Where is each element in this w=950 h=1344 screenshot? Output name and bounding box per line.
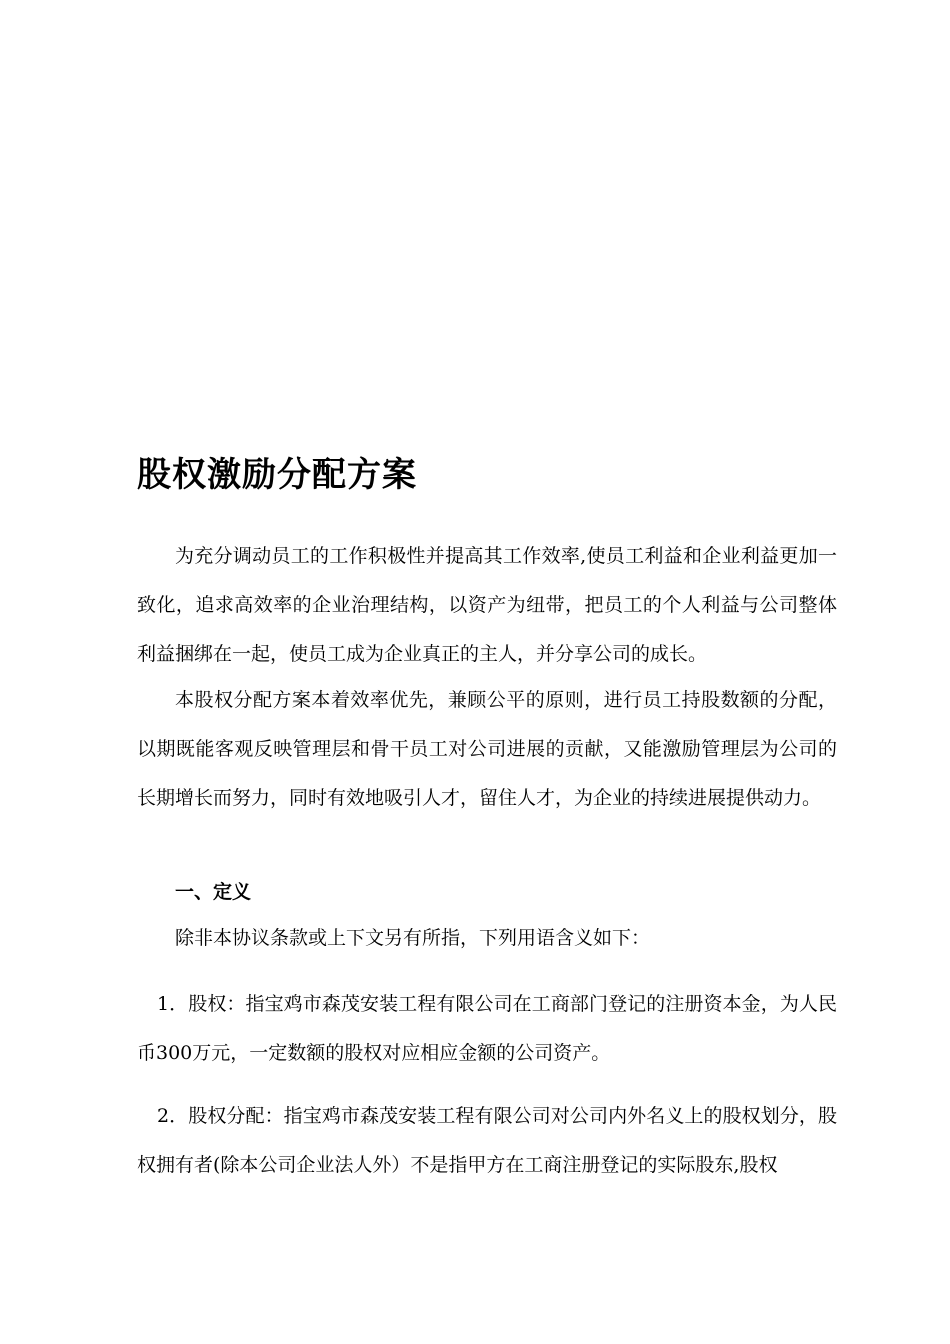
section-heading-definitions: 一、定义 (175, 881, 252, 903)
document-title: 股权激励分配方案 (137, 455, 417, 495)
intro-paragraph: 为充分调动员工的工作积极性并提高其工作效率,使员工利益和企业利益更加一致化，追求高效率的企业治理结构，以资产为纽带，把员工的个人利益与公司整体利益捆绑在一起，使员工成为企业真正的主人，并分享公司的成长。 (137, 545, 837, 665)
principle-paragraph: 本股权分配方案本着效率优先，兼顾公平的原则，进行员工持股数额的分配，以期既能客观反映管理层和骨干员工对公司进展的贡献，又能激励管理层为公司的长期增长而努力，同时有效地吸引人才，留住人才，为企业的持续进展提供动力。 (137, 689, 837, 809)
definition-item-equity: 1．股权：指宝鸡市森茂安装工程有限公司在工商部门登记的注册资本金，为人民币300万元，一定数额的股权对应相应金额的公司资产。 (137, 993, 837, 1064)
definition-item-equity-distribution: 2．股权分配：指宝鸡市森茂安装工程有限公司对公司内外名义上的股权划分，股权拥有者(除本公司企业法人外）不是指甲方在工商注册登记的实际股东,股权 (137, 1105, 837, 1176)
definition-intro: 除非本协议条款或上下文另有所指，下列用语含义如下： (175, 927, 651, 949)
